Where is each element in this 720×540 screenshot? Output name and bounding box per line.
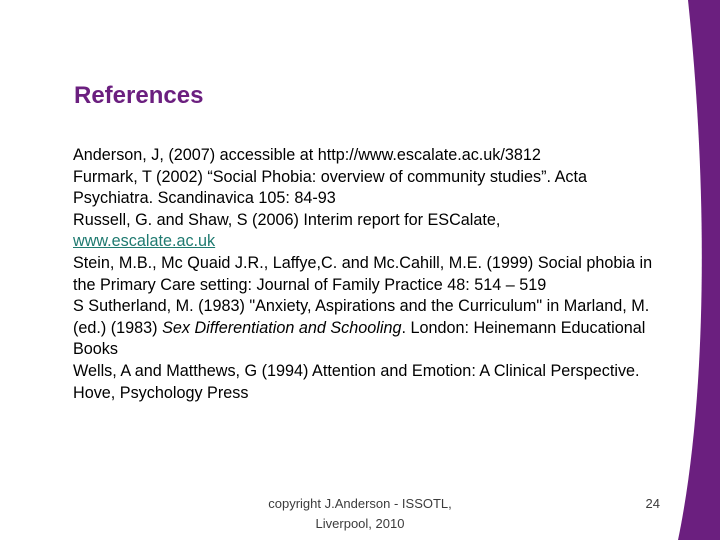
escalate-link[interactable]: www.escalate.ac.uk: [73, 232, 216, 251]
reference-sutherland-after: . London: Heinemann Educational Books: [73, 318, 646, 359]
page-title: References: [74, 82, 204, 109]
reference-russell: [73, 210, 663, 253]
page-number: 24: [645, 496, 660, 511]
reference-anderson: Anderson, J, (2007) accessible at http://www.escalate.ac.uk/3812: [73, 146, 541, 164]
reference-furmark: Furmark, T (2002) “Social Phobia: overview of community studies”. Acta Psychiatra. Scandinavica 105: 84-93: [73, 167, 588, 208]
footer-copyright: copyright J.Anderson - ISSOTL, Liverpool, 2010: [268, 496, 452, 531]
reference-sutherland: [73, 296, 663, 361]
reference-wells: Wells, A and Matthews, G (1994) Attention and Emotion: A Clinical Perspective. Hove, Psychology Press: [73, 361, 640, 402]
reference-stein: Stein, M.B., Mc Quaid J.R., Laffye,C. and Mc.Cahill, M.E. (1999) Social phobia in the Primary Care setting: Journal of Family Practice 48: 514 – 519: [73, 253, 653, 294]
references-list: [73, 145, 663, 404]
reference-russell-text: Russell, G. and Shaw, S (2006) Interim report for ESCalate,: [73, 210, 501, 229]
reference-sutherland-title: Sex Differentiation and Schooling: [162, 318, 402, 337]
reference-sutherland-before: S Sutherland, M. (1983) "Anxiety, Aspirations and the Curriculum" in Marland, M. (ed.) (1983): [73, 297, 650, 337]
